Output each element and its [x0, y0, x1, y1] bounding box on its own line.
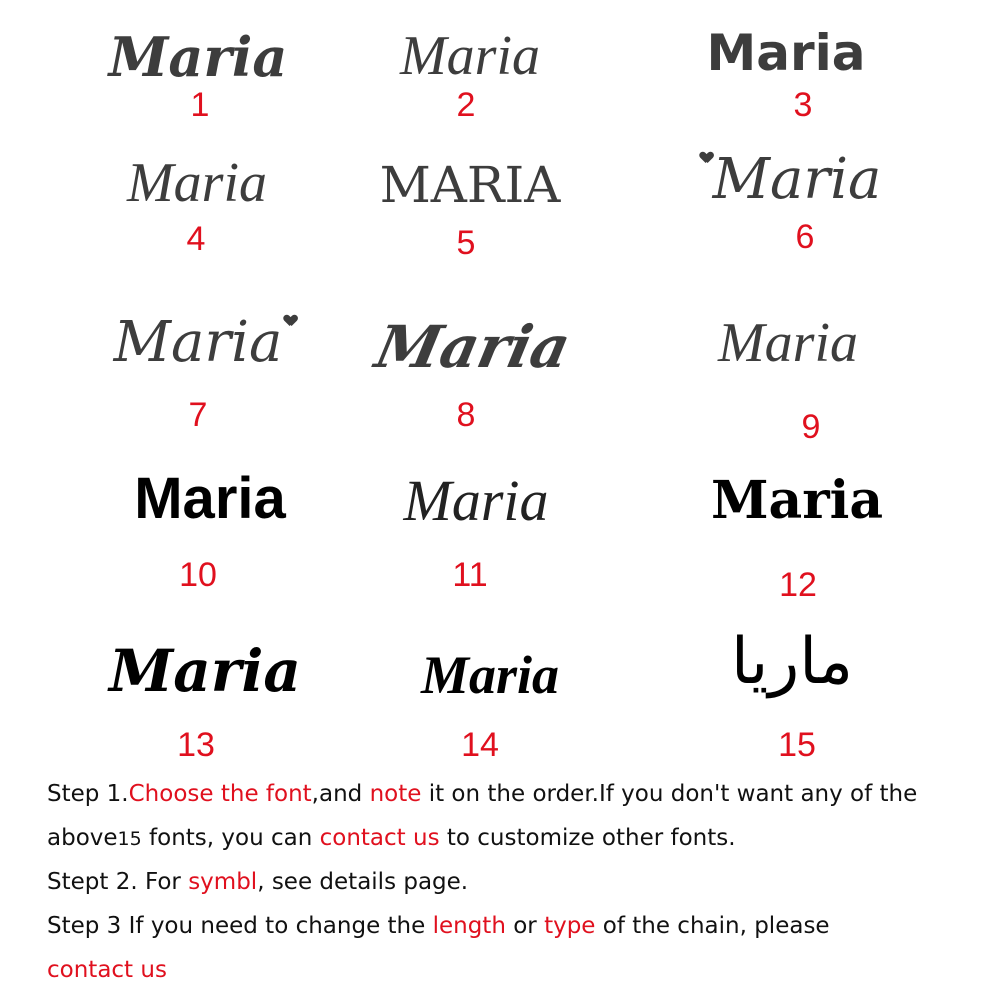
font-sample-14: Maria: [420, 645, 560, 705]
note-highlight: note: [369, 781, 422, 807]
instruction-line-2: [47, 816, 977, 860]
instruction-line-3: [47, 860, 977, 904]
font-sample-11: Maria: [403, 468, 549, 533]
length-highlight: length: [432, 913, 506, 939]
font-number-8: 8: [456, 396, 476, 434]
font-number-10: 10: [179, 556, 217, 594]
font-number-12: 12: [779, 566, 817, 604]
font-sample-15-arabic: ماريا: [731, 625, 853, 699]
font-number-14: 14: [461, 726, 499, 764]
step-2-label: Stept 2. For: [47, 869, 189, 895]
font-sample-13: Maria: [109, 637, 301, 705]
instruction-line-1: [47, 772, 977, 816]
font-number-2: 2: [456, 86, 476, 124]
choose-font-highlight: Choose the font: [128, 781, 312, 807]
type-highlight: type: [544, 913, 596, 939]
font-sample-4: Maria: [127, 152, 267, 214]
font-sample-3: Maria: [706, 24, 866, 82]
font-sample-1: Maria: [108, 25, 288, 89]
font-count: 15: [117, 828, 142, 850]
font-sample-9: Maria: [718, 312, 858, 374]
font-number-15: 15: [778, 726, 816, 764]
step-1-rest: it on the order.If you don't want any of the: [421, 781, 918, 807]
font-number-7: 7: [188, 396, 208, 434]
font-number-3: 3: [793, 86, 813, 124]
font-number-1: 1: [190, 86, 210, 124]
step-3-text: of the chain, please: [595, 913, 830, 939]
font-sample-6-text: Maria: [712, 147, 882, 212]
instruction-line-4: [47, 904, 977, 948]
step-1-text: ,and: [311, 781, 370, 807]
font-number-5: 5: [456, 224, 476, 262]
font-sample-8: Maria: [369, 313, 577, 381]
instruction-line-5: [47, 948, 977, 992]
font-number-4: 4: [186, 220, 206, 258]
step-1-customize-text: to customize other fonts.: [439, 825, 736, 851]
font-sample-7-text: Maria: [113, 310, 283, 375]
step-1-label: Step 1.: [47, 781, 129, 807]
heart-icon: [701, 152, 713, 163]
font-sample-6: [699, 147, 882, 212]
contact-us-link-2[interactable]: contact us: [47, 957, 167, 983]
font-sample-12: Maria: [710, 470, 884, 531]
font-sample-5: MARIA: [379, 156, 561, 214]
step-3-or: or: [505, 913, 545, 939]
step-2-text: , see details page.: [257, 869, 469, 895]
heart-icon: [284, 315, 296, 326]
font-number-9: 9: [801, 408, 821, 446]
step-1-above: above: [47, 825, 118, 851]
step-1-fonts-text: fonts, you can: [141, 825, 320, 851]
font-number-6: 6: [795, 218, 815, 256]
font-number-11: 11: [452, 556, 488, 594]
font-sample-10: Maria: [134, 466, 286, 531]
step-3-label: Step 3 If you need to change the: [47, 913, 433, 939]
font-number-13: 13: [177, 726, 215, 764]
contact-us-link[interactable]: contact us: [319, 825, 440, 851]
symbl-highlight: symbl: [188, 869, 258, 895]
font-sample-2: Maria: [400, 25, 540, 87]
font-sample-7: [113, 310, 297, 375]
order-instructions: [47, 772, 977, 992]
